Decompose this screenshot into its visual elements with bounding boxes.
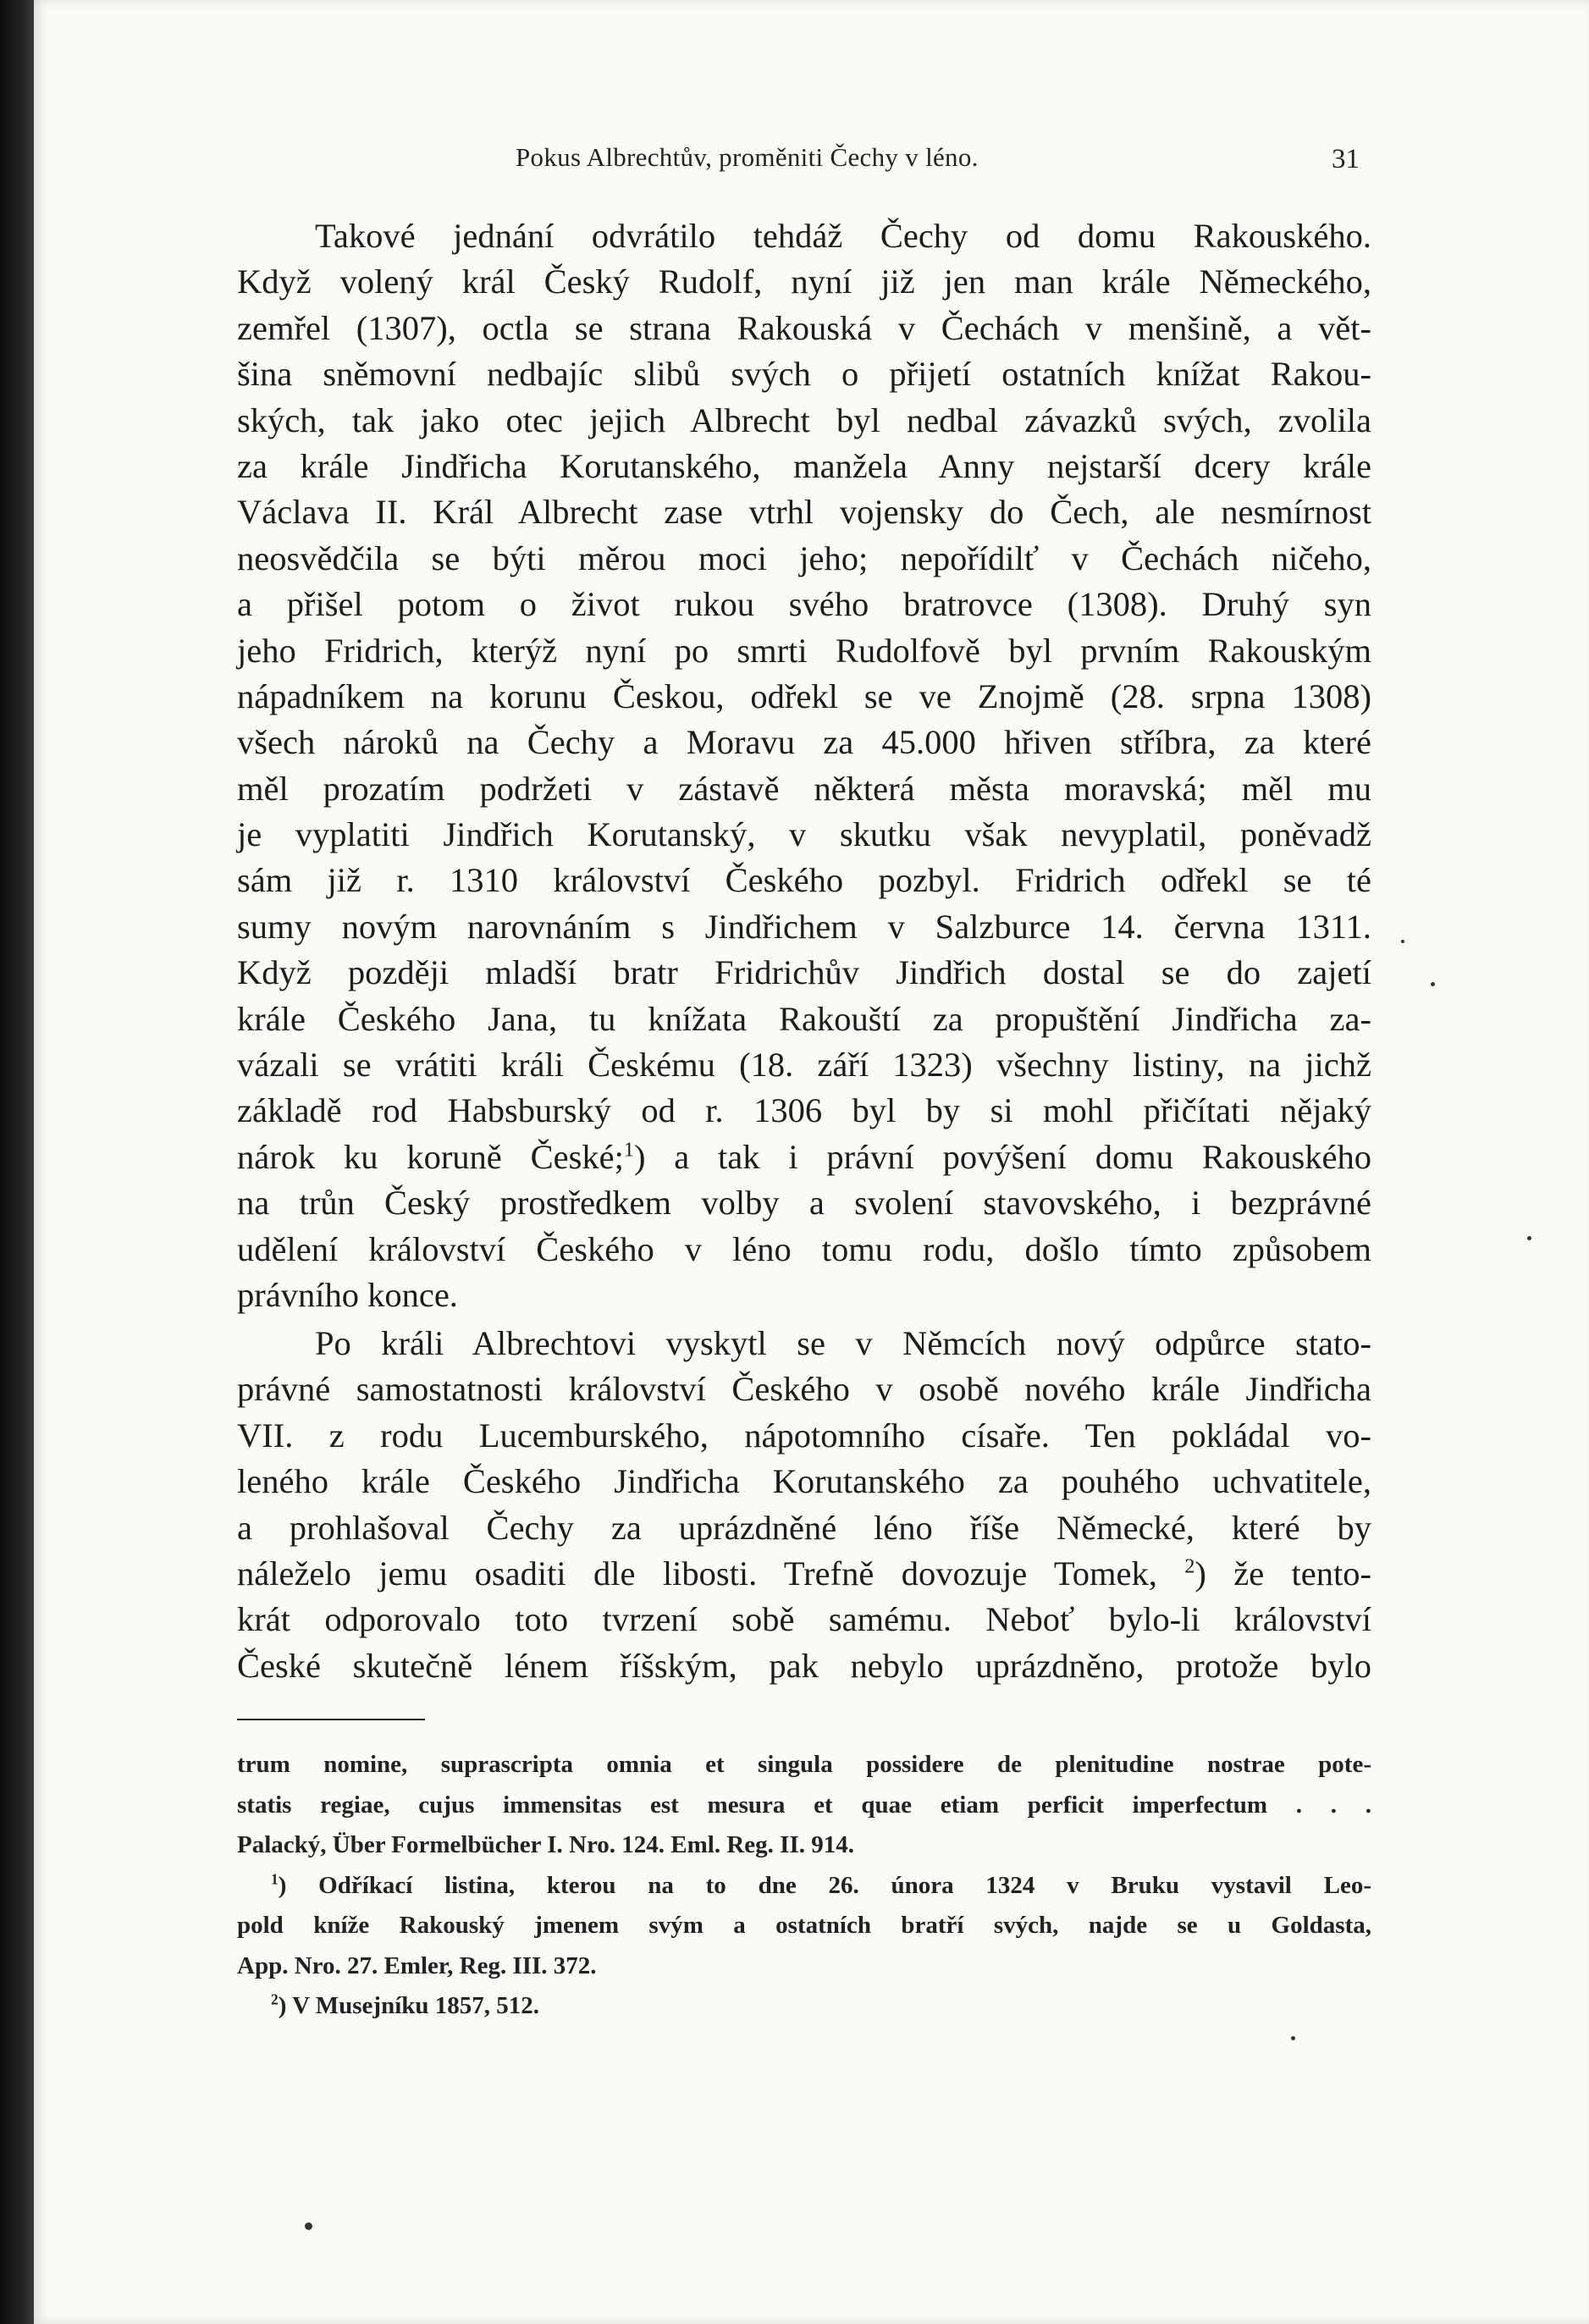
text-line-with-footnote [237,1134,1371,1180]
paragraph-1 [237,213,1371,1318]
text-line: nápadníkem na korunu Českou, odřekl se ve Znojmě (28. srpna 1308) [237,676,1371,715]
text-line: právního konce. [237,1275,458,1314]
footnote-separator [237,1719,425,1720]
text-fragment: ) a tak i právní povýšení domu Rakouského [633,1137,1372,1176]
text-line: a přišel potom o život rukou svého bratrovce (1308). Druhý syn [237,585,1371,624]
text-line: šina sněmovní nedbajíc slibů svých o přijetí ostatních knížat Rakou- [237,355,1371,394]
text-line: Václava II. Král Albrecht zase vtrhl vojensky do Čech, ale nesmírnost [237,493,1371,532]
text-line: je vyplatiti Jindřich Korutanský, v skutku však nevyplatil, poněvadž [237,815,1371,854]
text-line-with-footnote [237,1551,1371,1597]
text-line: krát odporovalo toto tvrzení sobě samému. Neboť bylo-li království [237,1600,1371,1639]
running-title: Pokus Albrechtův, proměniti Čechy v léno. [516,142,979,172]
page-number: 31 [1332,144,1360,174]
footnotes [237,1745,1371,2027]
text-line: měl prozatím podržeti v zástavě některá města moravská; měl mu [237,769,1371,808]
footnote-line: statis regiae, cujus immensitas est mesura et quae etiam perficit imperfectum . . . [237,1791,1371,1819]
footnote-ref-1: 1 [623,1138,634,1162]
scan-speck [1431,982,1435,986]
scan-speck [305,2222,312,2230]
text-line: Když volený král Český Rudolf, nyní již jen man krále Německého, [237,262,1371,301]
text-line: udělení království Českého v léno tomu rodu, došlo tímto způsobem [237,1229,1371,1268]
footnote-line: App. Nro. 27. Emler, Reg. III. 372. [237,1951,597,1979]
footnote-1-text: ) Odříkací listina, kterou na to dne 26. února 1324 v Bruku vystavil Leo- [278,1871,1371,1899]
text-fragment: ) že tento- [1195,1554,1372,1593]
footnote-2-marker: 2 [271,1990,279,2008]
paragraph-2 [237,1321,1371,1689]
text-line: Takové jednání odvrátilo tehdáž Čechy od domu Rakouského. [315,217,1371,255]
footnote-2 [237,1986,1371,2027]
text-line: Když později mladší bratr Fridrichův Jindřich dostal se do zajetí [237,953,1371,992]
footnote-1-marker: 1 [271,1869,279,1887]
scan-speck [1401,940,1404,943]
footnote-2-text: ) V Musejníku 1857, 512. [278,1992,540,2019]
text-line: neosvědčila se býti měrou moci jeho; nepořídilť v Čechách ničeho, [237,538,1371,577]
footnote-line: pold kníže Rakouský jmenem svým a ostatních bratří svých, najde se u Goldasta, [237,1912,1371,1939]
text-fragment: nárok ku koruně České; [237,1137,624,1176]
footnote-line: Palacký, Über Formelbücher I. Nro. 124. Eml. Reg. II. 914. [237,1831,854,1858]
text-line: VII. z rodu Lucemburského, nápotomního císaře. Ten pokládal vo- [237,1416,1371,1455]
text-line: za krále Jindřicha Korutanského, manžela Anny nejstarší dcery krále [237,446,1371,485]
text-line: leného krále Českého Jindřicha Korutanského za pouhého uchvatitele, [237,1462,1371,1501]
text-line: právné samostatnosti království Českého v osobě nového krále Jindřicha [237,1370,1371,1409]
footnote-1 [237,1866,1371,1907]
footnote-line: trum nomine, suprascripta omnia et singula possidere de plenitudine nostrae pote- [237,1751,1371,1778]
text-line: a prohlašoval Čechy za uprázdněné léno říše Německé, které by [237,1508,1371,1547]
text-line: základě rod Habsburský od r. 1306 byl by si mohl přičítati nějaký [237,1091,1371,1130]
text-line: krále Českého Jana, tu knížata Rakouští za propuštění Jindřicha za- [237,999,1371,1038]
text-fragment: náleželo jemu osaditi dle libosti. Trefně dovozuje Tomek, [237,1554,1157,1593]
footnote-ref-2: 2 [1184,1554,1195,1578]
scan-dark-edge [0,0,34,2324]
text-line: ských, tak jako otec jejich Albrecht byl nedbal závazků svých, zvolila [237,400,1371,439]
text-line: vázali se vrátiti králi Českému (18. září 1323) všechny listiny, na jichž [237,1046,1371,1085]
text-line: České skutečně lénem říšským, pak nebylo uprázdněno, protože bylo [237,1646,1371,1685]
text-line: jeho Fridrich, kterýž nyní po smrti Rudolfově byl prvním Rakouským [237,631,1371,670]
scan-speck [1291,2036,1295,2040]
text-line: všech nároků na Čechy a Moravu za 45.000 hřiven stříbra, za které [237,723,1371,762]
text-line: sumy novým narovnáním s Jindřichem v Salzburce 14. června 1311. [237,907,1371,946]
text-line: Po králi Albrechtovi vyskytl se v Němcích nový odpůrce stato- [315,1324,1371,1362]
text-line: zemřel (1307), octla se strana Rakouská v Čechách v menšině, a vět- [237,308,1371,347]
text-line: na trůn Český prostředkem volby a svolení stavovského, i bezprávné [237,1184,1371,1223]
scan-speck [1527,1236,1531,1240]
text-line: sám již r. 1310 království Českého pozbyl. Fridrich odřekl se té [237,861,1371,900]
